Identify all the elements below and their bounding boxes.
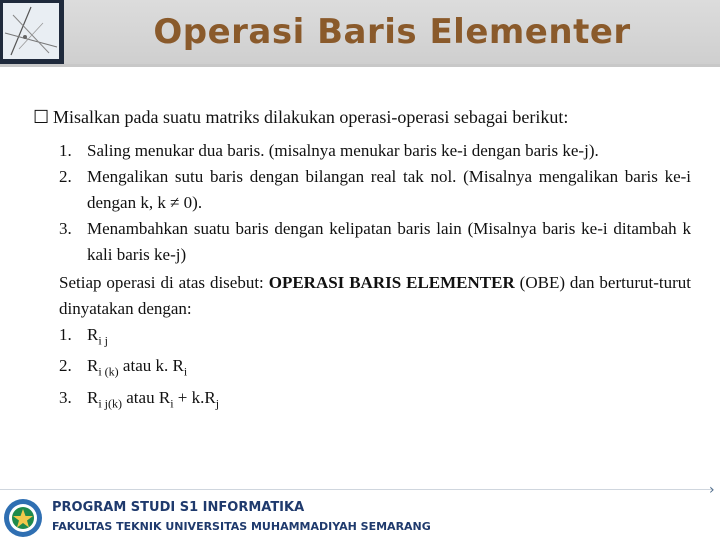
summary-bold: OPERASI BARIS ELEMENTER: [268, 273, 515, 292]
item-text: Mengalikan sutu baris dengan bilangan real tak nol. (Misalnya mengalikan baris ke-i dengan k, k ≠ 0).: [87, 167, 691, 212]
arrow-right-icon: ›: [709, 482, 715, 498]
notation-sub: i (k): [98, 364, 119, 379]
item-text: Menambahkan suatu baris dengan kelipatan baris lain (Misalnya baris ke-i ditambah k kali baris ke-j): [87, 219, 691, 264]
footer-divider: [0, 489, 712, 490]
item-number: 2.: [59, 167, 72, 186]
item-number: 3.: [59, 219, 72, 238]
notation-base: R: [87, 325, 99, 344]
notation-tail-sub: j: [215, 396, 220, 411]
intro-paragraph: [33, 104, 691, 130]
university-seal-icon: [3, 498, 43, 538]
notation-list: [33, 322, 691, 416]
list-item: [33, 216, 691, 268]
list-item: [33, 353, 691, 384]
notation-sub: i j(k): [98, 396, 123, 411]
notation-rest: atau k.: [118, 356, 173, 376]
summary-before: Setiap operasi di atas disebut:: [59, 273, 269, 292]
list-item: [33, 385, 691, 416]
summary-paragraph: [59, 270, 691, 322]
header-divider: [0, 64, 720, 67]
summary-after: (OBE) dan berturut-turut dinyatakan dengan:: [59, 273, 691, 318]
corner-graphic: [0, 0, 64, 64]
notation-sub: i j: [98, 333, 109, 348]
slide-body: [33, 104, 691, 416]
checkbox-icon: ☐: [33, 107, 50, 127]
item-number: 3.: [59, 387, 72, 407]
notation-rest-base: R: [158, 387, 171, 407]
notation-tail-base: + k.R: [173, 387, 216, 407]
notation-rest-base: R: [172, 356, 184, 376]
notation-rest-sub: i: [170, 396, 174, 411]
item-text: Saling menukar dua baris. (misalnya menukar baris ke-i dengan baris ke-j).: [87, 141, 599, 160]
item-number: 1.: [59, 141, 72, 160]
geometry-sketch-icon: [3, 3, 59, 59]
slide-title: Operasi Baris Elementer: [153, 12, 631, 52]
intro-text: Misalkan pada suatu matriks dilakukan operasi-operasi sebagai berikut:: [53, 107, 569, 127]
list-item: [33, 138, 691, 164]
notation-rest: atau: [122, 387, 159, 407]
operations-list: [33, 138, 691, 268]
corner-sketch: [3, 3, 59, 59]
item-number: 1.: [59, 325, 72, 344]
footer-faculty: FAKULTAS TEKNIK UNIVERSITAS MUHAMMADIYAH SEMARANG: [52, 520, 431, 533]
item-number: 2.: [59, 356, 72, 376]
list-item: [33, 322, 691, 353]
list-item: [33, 164, 691, 216]
notation-base: R: [87, 356, 99, 376]
footer-program: PROGRAM STUDI S1 INFORMATIKA: [52, 500, 305, 515]
notation-base: R: [87, 387, 99, 407]
slide-header: [0, 0, 720, 64]
notation-rest-sub: i: [183, 364, 188, 379]
